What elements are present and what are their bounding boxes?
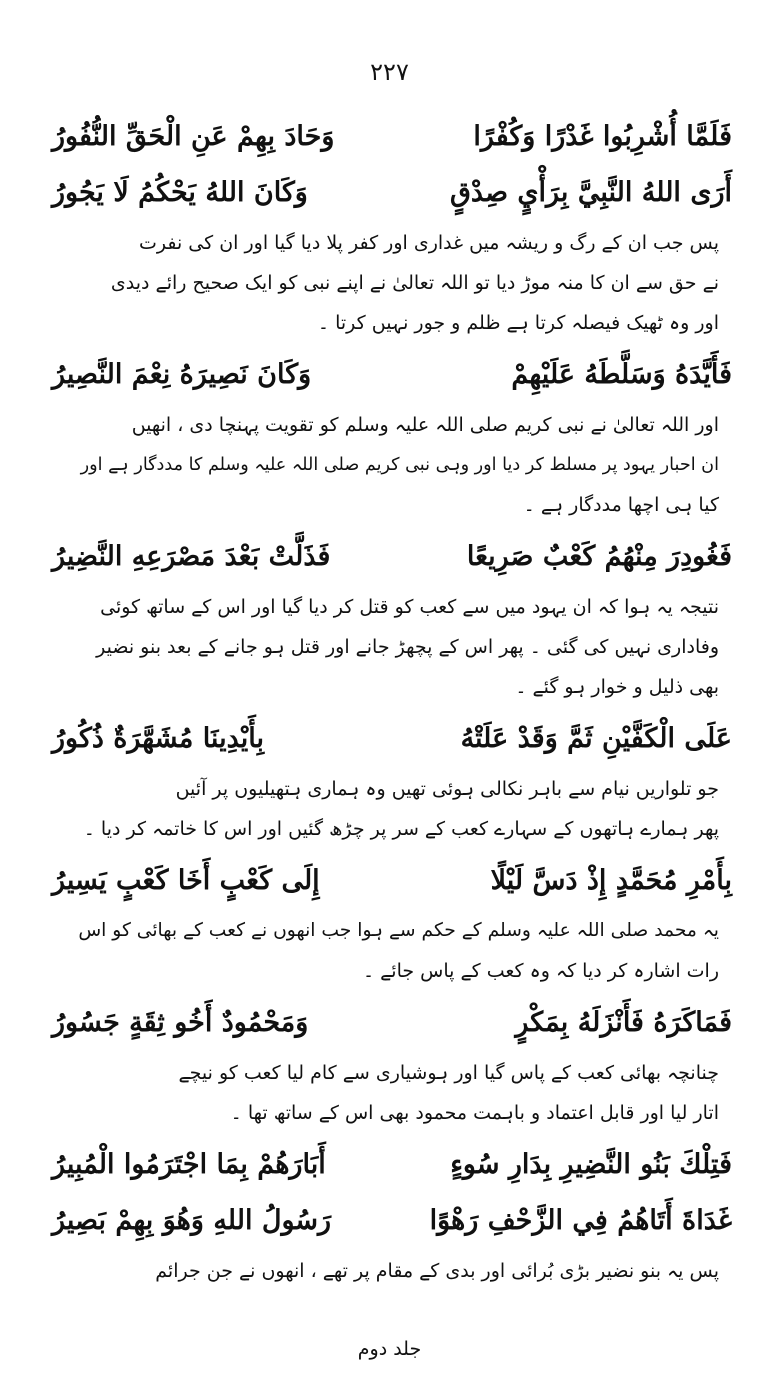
translation-line: ان احبار یہود پر مسلط کر دیا اور وہی نبی کریم صلی اللہ علیہ وسلم کا مددگار ہے اور	[80, 455, 719, 475]
verse-second-hemistich: وَكَانَ اللهُ يَحْكُمُ لَا يَجُورُ	[52, 176, 308, 208]
verse-second-hemistich: وَكَانَ نَصِيرَهُ نِعْمَ النَّصِيرُ	[52, 358, 312, 390]
verse-line	[52, 112, 732, 160]
verse-second-hemistich: فَذَلَّتْ بَعْدَ مَصْرَعِهِ النَّضِيرُ	[52, 540, 331, 572]
verse-second-hemistich: إِلَى كَعْبٍ أَخَا كَعْبٍ يَسِيرُ	[52, 864, 320, 896]
translation-line: یہ محمد صلی اللہ علیہ وسلم کے حکم سے ہوا جب انھوں نے کعب کے بھائی کو اس	[78, 920, 719, 941]
verse-line	[52, 350, 732, 398]
translation-line: رات اشارہ کر دیا کہ وہ کعب کے پاس جائے ۔	[363, 960, 719, 982]
verse-line	[52, 714, 732, 762]
verse-first-hemistich: فَمَاكَرَهُ فَأَنْزَلَهُ بِمَكْرٍ	[515, 1006, 732, 1038]
verse-first-hemistich: غَدَاةَ أَتَاهُمُ فِي الزَّحْفِ رَهْوًا	[429, 1204, 732, 1236]
page-number: ۲۲۷	[370, 58, 409, 86]
translation-line: اور وہ ٹھیک فیصلہ کرتا ہے ظلم و جور نہیں کرتا ۔	[317, 312, 719, 334]
verse-first-hemistich: فَلَمَّا أُشْرِبُوا غَدْرًا وَكُفْرًا	[473, 120, 732, 152]
translation-line: نے حق سے ان کا منہ موڑ دیا تو اللہ تعالیٰ نے اپنے نبی کو ایک صحیح رائے دیدی	[110, 272, 719, 294]
verse-line	[52, 168, 732, 216]
translation-line: نتیجہ یہ ہوا کہ ان یہود میں سے کعب کو قتل کر دیا گیا اور اس کے ساتھ کوئی	[100, 596, 719, 618]
verse-second-hemistich: بِأَيْدِينَا مُشَهَّرَةٌ ذُكُورُ	[52, 722, 265, 754]
verse-first-hemistich: فَتِلْكَ بَنُو النَّضِيرِ بِدَارِ سُوءٍ	[450, 1148, 732, 1180]
verse-first-hemistich: فَأَيَّدَهُ وَسَلَّطَهُ عَلَيْهِمْ	[511, 358, 732, 390]
translation-line: اور اللہ تعالیٰ نے نبی کریم صلی اللہ علیہ وسلم کو تقویت پہنچا دی ، انھیں	[131, 414, 719, 436]
translation-line: پھر ہمارے ہاتھوں کے سہارے کعب کے سر پر چڑھ گئیں اور اس کا خاتمہ کر دیا ۔	[83, 818, 719, 840]
verse-first-hemistich: فَغُودِرَ مِنْهُمُ كَعْبٌ صَرِيعًا	[466, 540, 732, 572]
verse-first-hemistich: عَلَى الْكَفَّيْنِ ثَمَّ وَقَدْ عَلَتْهُ	[460, 722, 732, 754]
verse-second-hemistich: أَبَارَهُمْ بِمَا اجْتَرَمُوا الْمُبِيرُ	[52, 1148, 326, 1180]
volume-label: جلد دوم	[357, 1338, 422, 1360]
translation-line: کیا ہی اچھا مددگار ہے ۔	[523, 494, 719, 516]
verse-line	[52, 998, 732, 1046]
translation-line: چنانچہ بھائی کعب کے پاس گیا اور ہوشیاری سے کام لیا کعب کو نیچے	[178, 1062, 719, 1084]
translation-line: جو تلواریں نیام سے باہر نکالی ہوئی تھیں وہ ہماری ہتھیلیوں پر آئیں	[175, 778, 719, 800]
verse-second-hemistich: وَمَحْمُودٌ أَخُو ثِقَةٍ جَسُورُ	[52, 1006, 309, 1038]
verse-first-hemistich: أَرَى اللهُ النَّبِيَّ بِرَأْيٍ صِدْقٍ	[449, 176, 732, 208]
verse-first-hemistich: بِأَمْرِ مُحَمَّدٍ إِذْ دَسَّ لَيْلًا	[490, 864, 732, 896]
translation-line: وفاداری نہیں کی گئی ۔ پھر اس کے پچھڑ جانے اور قتل ہو جانے کے بعد بنو نضیر	[96, 636, 719, 658]
translation-line: بھی ذلیل و خوار ہو گئے ۔	[515, 676, 719, 698]
verse-second-hemistich: وَحَادَ بِهِمْ عَنِ الْحَقِّ النُّفُورُ	[52, 120, 335, 152]
translation-line: اتار لیا اور قابل اعتماد و باہمت محمود بھی اس کے ساتھ تھا ۔	[230, 1102, 719, 1124]
verse-line	[52, 1140, 732, 1188]
verse-line	[52, 532, 732, 580]
verse-line	[52, 856, 732, 904]
translation-line: پس جب ان کے رگ و ریشہ میں غداری اور کفر پلا دیا گیا اور ان کی نفرت	[138, 232, 719, 254]
verse-line	[52, 1196, 732, 1244]
translation-line: پس یہ بنو نضیر بڑی بُرائی اور بدی کے مقام پر تھے ، انھوں نے جن جرائم	[155, 1260, 719, 1282]
verse-second-hemistich: رَسُولُ اللهِ وَهُوَ بِهِمْ بَصِيرُ	[52, 1204, 332, 1236]
